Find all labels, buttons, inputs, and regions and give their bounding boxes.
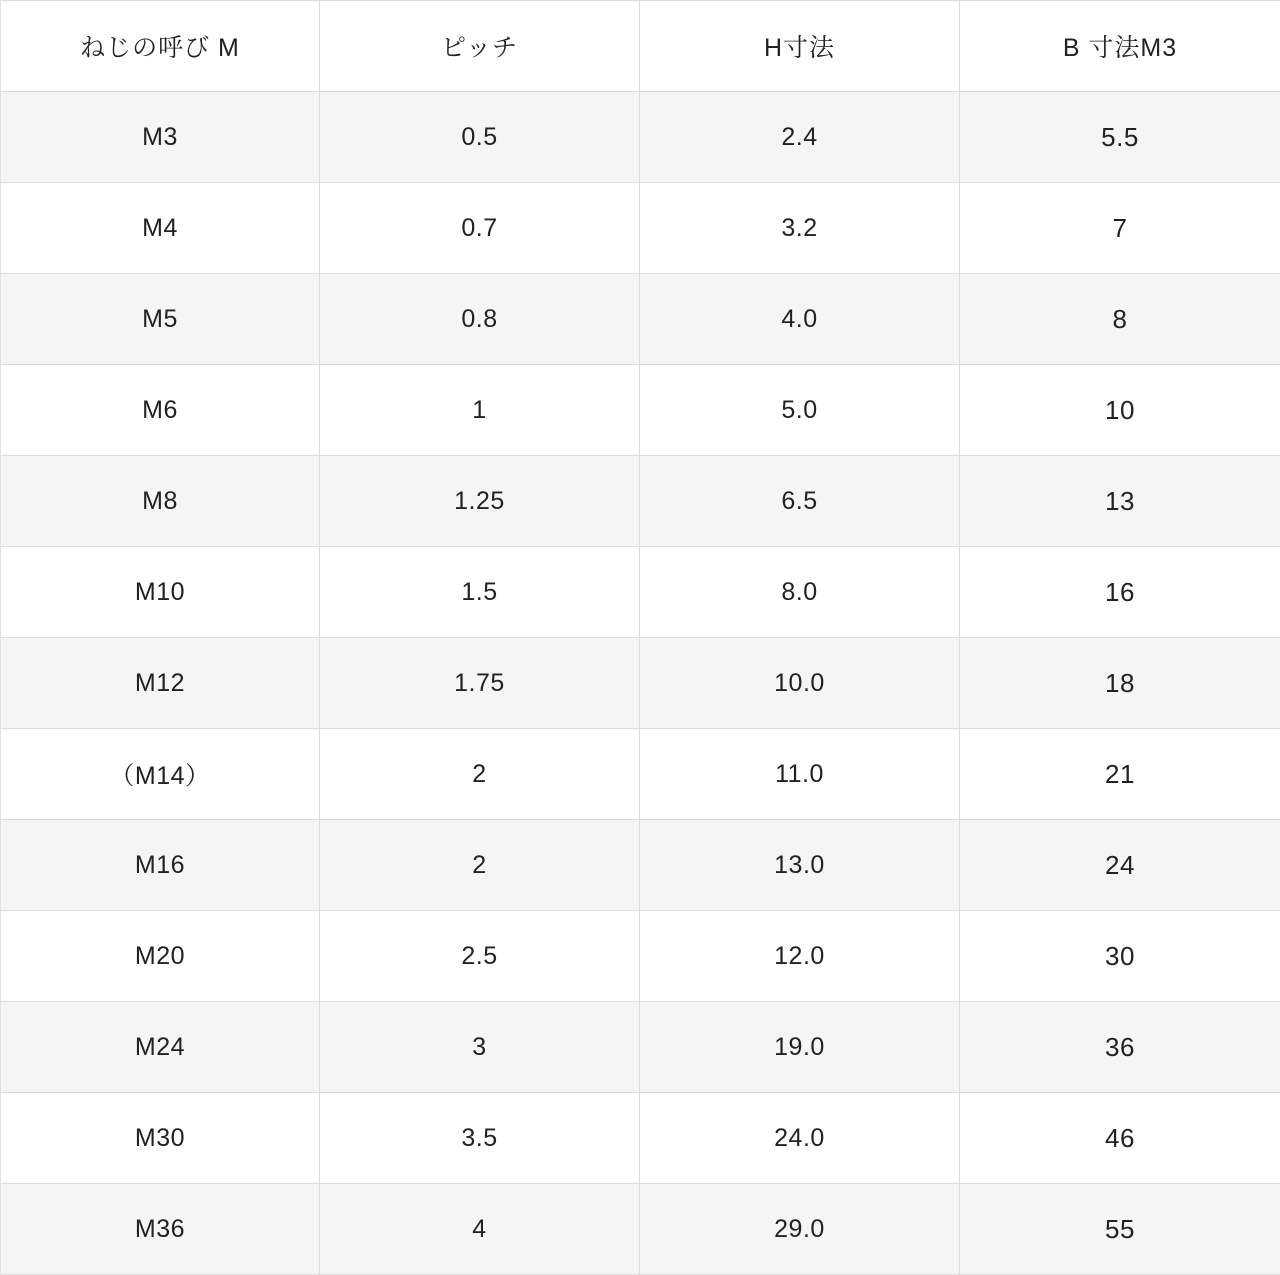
table-header-row	[1, 1, 1280, 92]
cell-h-dimension: 8.0	[640, 547, 960, 638]
table-row	[1, 729, 1280, 820]
cell-b-dimension: 10	[960, 365, 1280, 456]
cell-thread-size: M20	[1, 911, 320, 1002]
cell-pitch: 1.25	[320, 456, 640, 547]
cell-pitch: 1	[320, 365, 640, 456]
column-header-thread-size: ねじの呼び M	[1, 1, 320, 92]
cell-pitch: 3.5	[320, 1093, 640, 1184]
cell-pitch: 0.5	[320, 92, 640, 183]
cell-thread-size: M3	[1, 92, 320, 183]
table-row	[1, 547, 1280, 638]
column-header-pitch: ピッチ	[320, 1, 640, 92]
table-row	[1, 456, 1280, 547]
cell-thread-size: M4	[1, 183, 320, 274]
cell-thread-size: M8	[1, 456, 320, 547]
cell-h-dimension: 11.0	[640, 729, 960, 820]
table-row	[1, 638, 1280, 729]
cell-b-dimension: 8	[960, 274, 1280, 365]
cell-pitch: 2	[320, 729, 640, 820]
cell-h-dimension: 10.0	[640, 638, 960, 729]
cell-b-dimension: 55	[960, 1184, 1280, 1275]
cell-b-dimension: 13	[960, 456, 1280, 547]
table-header	[1, 1, 1280, 92]
cell-b-dimension: 46	[960, 1093, 1280, 1184]
cell-thread-size: M16	[1, 820, 320, 911]
table-row	[1, 820, 1280, 911]
cell-thread-size: M36	[1, 1184, 320, 1275]
cell-h-dimension: 29.0	[640, 1184, 960, 1275]
column-header-b-dimension: B 寸法M3	[960, 1, 1280, 92]
cell-b-dimension: 36	[960, 1002, 1280, 1093]
cell-thread-size: M10	[1, 547, 320, 638]
cell-b-dimension: 5.5	[960, 92, 1280, 183]
cell-b-dimension: 24	[960, 820, 1280, 911]
cell-b-dimension: 30	[960, 911, 1280, 1002]
cell-b-dimension: 18	[960, 638, 1280, 729]
table-row	[1, 183, 1280, 274]
cell-pitch: 1.75	[320, 638, 640, 729]
cell-h-dimension: 19.0	[640, 1002, 960, 1093]
table-row	[1, 911, 1280, 1002]
cell-thread-size: M6	[1, 365, 320, 456]
cell-h-dimension: 6.5	[640, 456, 960, 547]
table-row	[1, 92, 1280, 183]
cell-thread-size: M30	[1, 1093, 320, 1184]
table-body	[1, 92, 1280, 1275]
column-header-h-dimension: H寸法	[640, 1, 960, 92]
cell-h-dimension: 12.0	[640, 911, 960, 1002]
cell-b-dimension: 7	[960, 183, 1280, 274]
cell-thread-size: M24	[1, 1002, 320, 1093]
cell-pitch: 0.7	[320, 183, 640, 274]
cell-b-dimension: 21	[960, 729, 1280, 820]
cell-pitch: 4	[320, 1184, 640, 1275]
table-row	[1, 365, 1280, 456]
table-row	[1, 1093, 1280, 1184]
cell-pitch: 2.5	[320, 911, 640, 1002]
cell-h-dimension: 5.0	[640, 365, 960, 456]
cell-pitch: 2	[320, 820, 640, 911]
table-row	[1, 274, 1280, 365]
table-row	[1, 1002, 1280, 1093]
cell-thread-size: M5	[1, 274, 320, 365]
cell-pitch: 0.8	[320, 274, 640, 365]
cell-h-dimension: 4.0	[640, 274, 960, 365]
cell-h-dimension: 13.0	[640, 820, 960, 911]
cell-thread-size: M12	[1, 638, 320, 729]
cell-pitch: 1.5	[320, 547, 640, 638]
cell-h-dimension: 2.4	[640, 92, 960, 183]
table-row	[1, 1184, 1280, 1275]
cell-h-dimension: 3.2	[640, 183, 960, 274]
cell-thread-size: （M14）	[1, 729, 320, 820]
cell-h-dimension: 24.0	[640, 1093, 960, 1184]
cell-pitch: 3	[320, 1002, 640, 1093]
cell-b-dimension: 16	[960, 547, 1280, 638]
